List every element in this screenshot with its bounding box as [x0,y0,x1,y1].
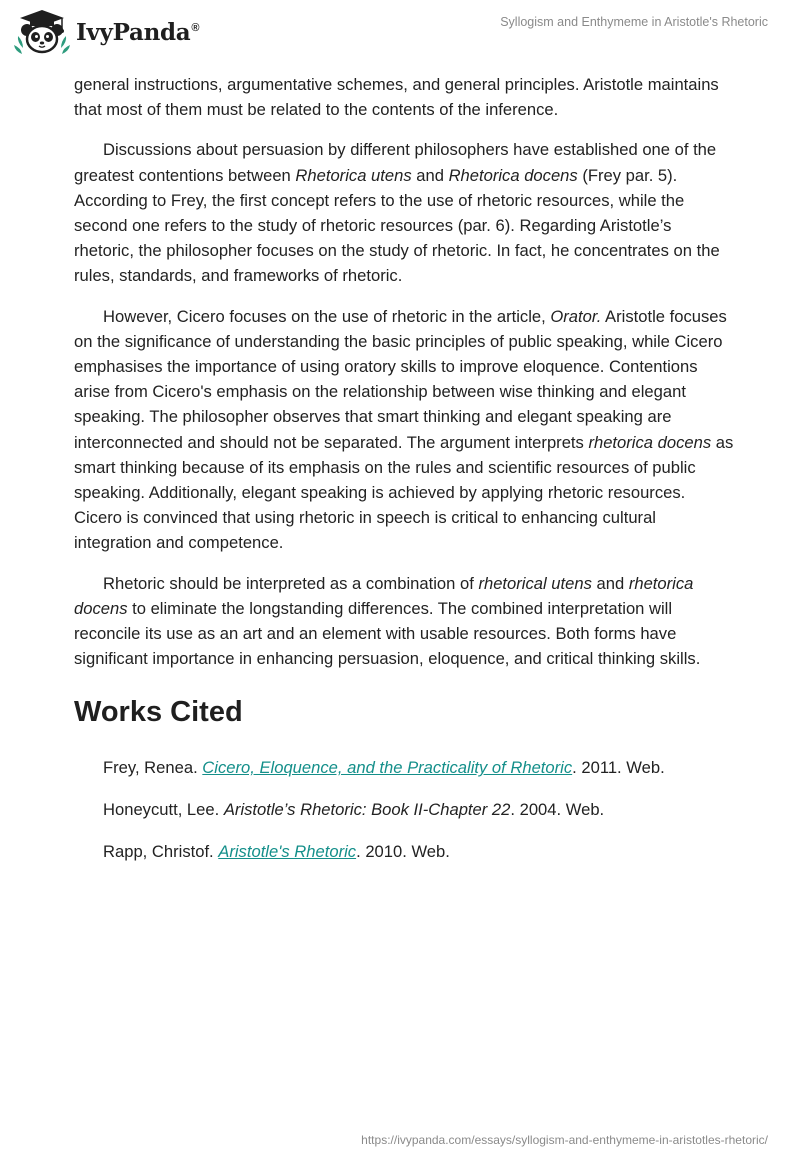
paragraph [74,571,734,672]
footer-url: https://ivypanda.com/essays/syllogism-and-enthymeme-in-aristotles-rhetoric/ [361,1133,768,1147]
citation-details: . 2010. Web. [356,842,450,862]
paragraph [74,304,734,556]
paragraph-text: general instructions, argumentative schemes, and general principles. Aristotle maintains that most of them must be related to the contents of the inference. [74,75,719,120]
italic-term: rhetorical utens [478,573,592,593]
citation-title-link[interactable]: Cicero, Eloquence, and the Practicality of Rhetoric [202,758,573,778]
italic-term: rhetorica docens [74,573,694,618]
paragraph-text: and [411,165,449,185]
brand-logo[interactable] [14,8,199,56]
citation-title: Aristotle’s Rhetoric: Book II-Chapter 22 [223,800,511,820]
paragraph [74,137,734,288]
essay-content [74,72,734,881]
citation-title-link[interactable]: Aristotle's Rhetoric [218,842,357,862]
paragraph-text: to eliminate the longstanding differences. The combined interpretation will reconcile its use as an art and an element with usable resources. Both forms have significant importance in enhancing persuasion, eloquence, and critical thinking skills. [74,598,701,669]
paragraph-text: and [591,573,629,593]
citation-author: Frey, Renea. [103,758,203,778]
paragraph-text: Aristotle focuses on the significance of understanding the basic principles of public speaking, while Cicero emphasises the importance of using oratory skills to improve eloquence. Contentions arise from Cicero's emphasis on the relationship between wise thinking and elegant speaking. The philosopher observes that smart thinking and elegant speaking are interconnected and should not be separated. The argument interprets [74,306,727,452]
paragraph-text: as smart thinking because of its emphasis on the rules and scientific resources of public speaking. Additionally, elegant speaking is achieved by applying rhetoric resources. Cicero is convinced that using rhetoric in speech is critical to enhancing cultural integration and competence. [74,432,734,553]
essay-body [74,72,734,671]
italic-term: Orator. [550,306,602,326]
works-cited-list [74,755,734,864]
panda-graduate-icon [14,8,70,56]
citation-details: . 2004. Web. [510,800,605,820]
citation-details: . 2011. Web. [572,758,665,778]
paragraph-text: Discussions about persuasion by different philosophers have established one of the greatest contentions between [74,140,717,185]
italic-term: Rhetorica utens [295,165,412,185]
citation-entry [74,839,734,864]
paragraph-text: Rhetoric should be interpreted as a combination of [103,573,479,593]
page-header [0,0,800,64]
paragraph [74,72,734,122]
citation-author: Rapp, Christof. [103,842,219,862]
italic-term: rhetorica docens [588,432,712,452]
works-cited-heading: Works Cited [74,696,243,729]
italic-term: Rhetorica docens [448,165,578,185]
paragraph-text: (Frey par. 5). According to Frey, the first concept refers to the use of rhetoric resources, while the second one refers to the study of rhetoric resources (par. 6). Regarding Aristotle’s rhetoric, the philosopher focuses on the study of rhetoric. In fact, he concentrates on the rules, standards, and frameworks of rhetoric. [74,165,720,286]
citation-author: Honeycutt, Lee. [103,800,224,820]
paragraph-text: However, Cicero focuses on the use of rhetoric in the article, [103,306,551,326]
document-title: Syllogism and Enthymeme in Aristotle's Rhetoric [500,15,768,29]
citation-entry [74,755,734,780]
brand-name: IvyPanda® [76,18,200,46]
citation-entry [74,797,734,822]
